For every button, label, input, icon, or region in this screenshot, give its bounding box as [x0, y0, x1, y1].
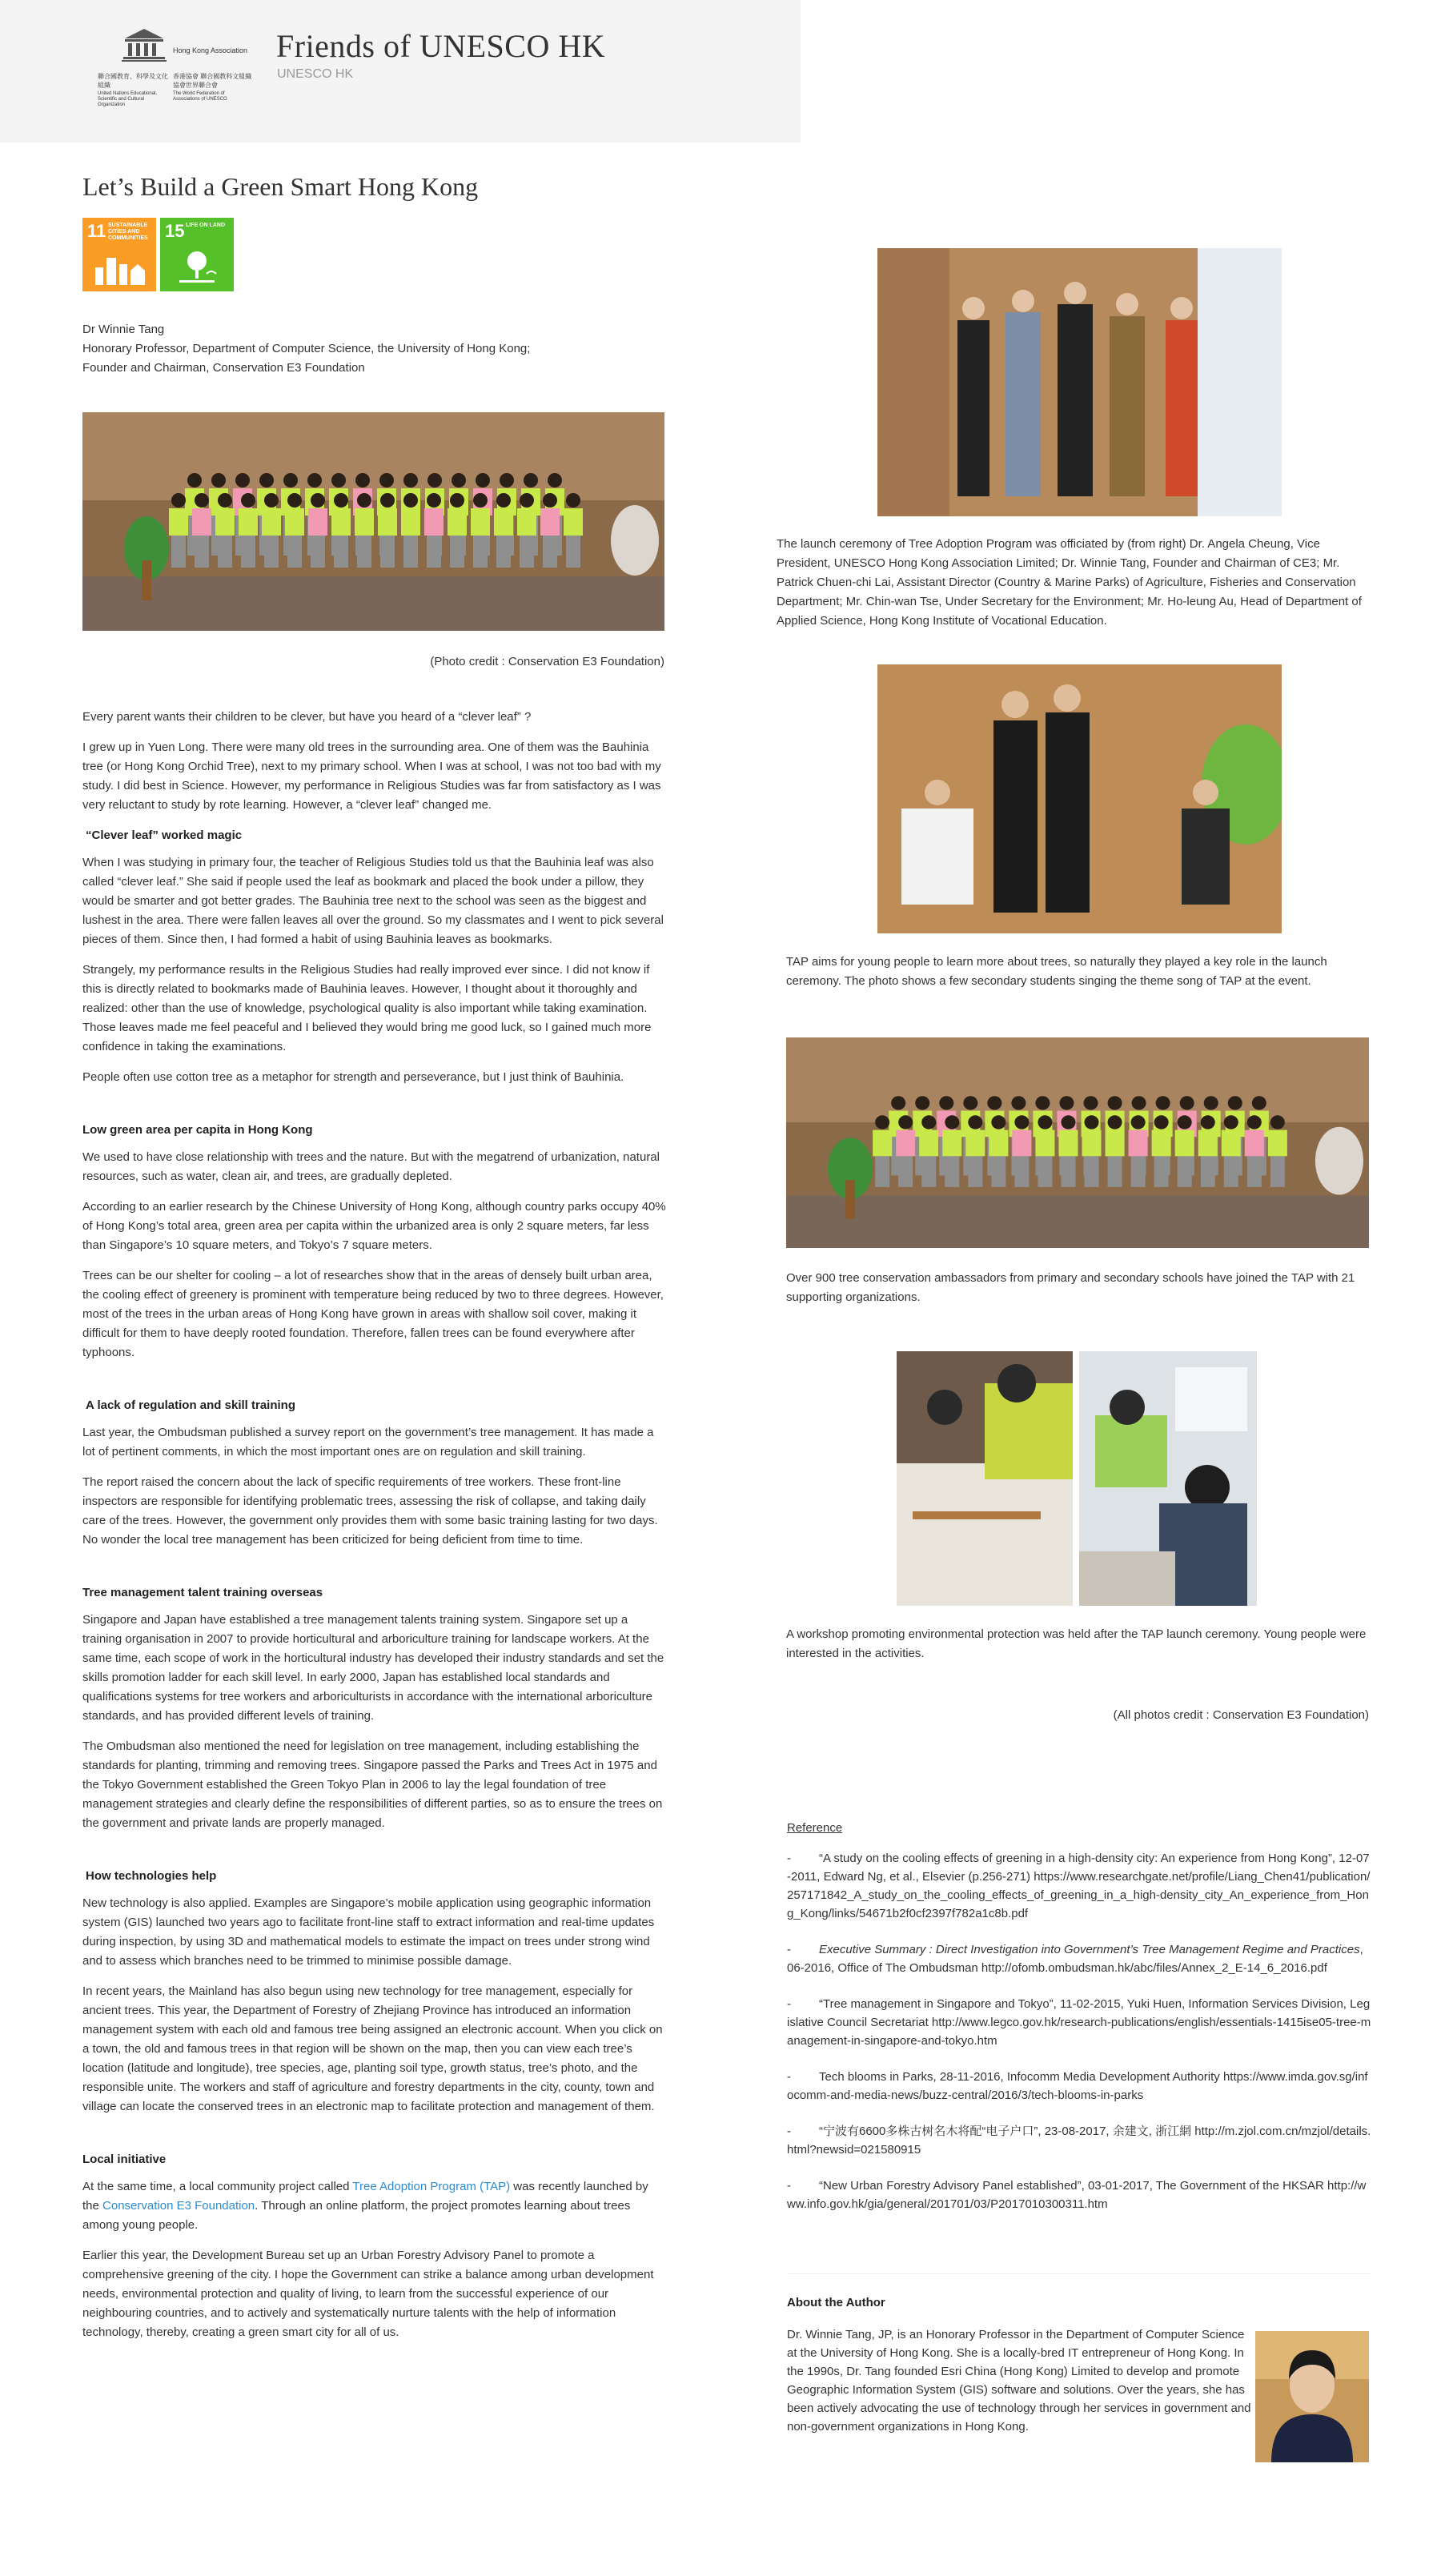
unesco-temple-icon: [122, 27, 167, 62]
caption-workshop: A workshop promoting environmental protection was held after the TAP launch ceremony. Young people were interested in the activities.: [786, 1627, 1367, 1660]
child-head: [357, 493, 371, 508]
child-shirt: [1082, 1130, 1102, 1157]
caption-students-singing: TAP aims for young people to learn more about trees, so naturally they played a key role in the launch ceremony. The photo shows a few secondary students singing the theme song of TAP at the event.: [786, 955, 1327, 988]
child-head: [379, 473, 394, 488]
child-shirt: [355, 508, 374, 536]
child-head: [1084, 1096, 1098, 1109]
child-shirt: [494, 508, 513, 536]
caption-ambassadors: Over 900 tree conservation ambassadors from primary and secondary schools have joined the TAP with 21 supporting organizations.: [786, 1271, 1355, 1304]
child-shirt: [471, 508, 490, 536]
reference-item: [787, 1995, 1371, 2050]
child-legs: [496, 536, 511, 568]
child-head: [1204, 1096, 1218, 1109]
child-head: [496, 493, 511, 508]
child-shirt: [1175, 1130, 1194, 1157]
paragraph: According to an earlier research by the Chinese University of Hong Kong, although country parks occupy 40% of Hong Kong’s total area, green area per capita within the urbanized area is only 2 square meters, far less than Singapore’s 10 square meters, and Tokyo’s 7 square meters.: [82, 1200, 666, 1252]
child-head: [355, 473, 370, 488]
ref-bullet: -: [787, 1852, 791, 1865]
sdg-15-badge: [160, 218, 234, 291]
sdg-11-badge: [82, 218, 156, 291]
child-head: [1224, 1115, 1238, 1129]
child-shirt: [564, 508, 583, 536]
child-legs: [334, 536, 348, 568]
child-head: [241, 493, 255, 508]
child-shirt: [378, 508, 397, 536]
group-photo-image: [82, 412, 664, 631]
child-head: [1154, 1115, 1169, 1129]
students-singing-image: [877, 664, 1282, 933]
sdg-number: 11: [87, 221, 106, 241]
child-head: [403, 473, 418, 488]
child-head: [1132, 1096, 1146, 1109]
section-heading: A lack of regulation and skill training: [86, 1398, 295, 1412]
child-legs: [450, 536, 464, 568]
child-legs: [921, 1156, 936, 1187]
logo-cn: 聯合國教育、科學及文化組織: [98, 73, 168, 89]
child-head: [1180, 1096, 1194, 1109]
child-head: [1252, 1096, 1266, 1109]
child-head: [1228, 1096, 1242, 1109]
child-legs: [357, 536, 371, 568]
child-head: [427, 493, 441, 508]
child-legs: [543, 536, 557, 568]
child-shirt: [942, 1130, 961, 1157]
reference-item: [787, 2177, 1371, 2213]
child-head: [259, 473, 274, 488]
logo-cn2: 香港協會 聯合國教科文組織協會世界聯合會: [173, 73, 252, 89]
caption-launch-ceremony: The launch ceremony of Tree Adoption Program was officiated by (from right) Dr. Angela Cheung, Vice President, UNESCO Hong Kong Association Limited; Dr. Winnie Tang, Founder and Chairman of CE3; Mr. Patrick Chuen-chi Lai, Assistant Director (Country & Marine Parks) of Agriculture, Fisheries and Conservation Department; Mr. Chin-wan Tse, Under Secretary for the Environment; Mr. Ho-leung Au, Head of Department of Applied Science, Hong Kong Institute of Vocational Education.: [777, 537, 1362, 628]
child-head: [264, 493, 279, 508]
child-head: [287, 493, 302, 508]
ref-bullet: -: [787, 2179, 791, 2193]
child-head: [1038, 1115, 1052, 1129]
ref-bullet: -: [787, 1997, 791, 2011]
author-portrait: [1255, 2331, 1369, 2462]
about-author-text: Dr. Winnie Tang, JP, is an Honorary Professor in the Department of Computer Science at the University of Hong Kong. She is a locally-bred IT entrepreneur of Hong Kong. In the 1990s, Dr. Tang founded Esri China (Hong Kong) Limited to develop and promote Geographic Information System (GIS) software and solutions. Over the years, she has been actively advocating the use of technology through her services in government and non-government organizations in Hong Kong.: [787, 2328, 1251, 2434]
intro-question: Every parent wants their children to be clever, but have you heard of a “clever leaf” ?: [82, 710, 532, 724]
child-head: [875, 1115, 889, 1129]
paragraph: When I was studying in primary four, the teacher of Religious Studies told us that the Bauhinia leaf was also called “clever leaf.” She said if people used the leaf as bookmark and placed the book under a pillow, they would be smarter and got better grades. The Bauhinia tree next to the school was seen as the biggest and lushest in the area. There were fallen leaves all over the ground. So my classmates and I went to pick several pieces of them. Since then, I had formed a habit of using Bauhinia leaves as bookmarks.: [82, 856, 664, 946]
child-legs: [287, 536, 302, 568]
tree-adoption-program-link[interactable]: Tree Adoption Program (TAP): [352, 2180, 511, 2193]
site-title[interactable]: Friends of UNESCO HK: [276, 28, 606, 64]
child-shirt: [896, 1130, 915, 1157]
child-head: [211, 473, 226, 488]
child-shirt: [1222, 1130, 1241, 1157]
child-legs: [968, 1156, 982, 1187]
child-shirt: [285, 508, 304, 536]
paragraph: Last year, the Ombudsman published a survey report on the government’s tree management. It has made a lot of pertinent comments, in which the most important ones are on regulation and skill training.: [82, 1426, 654, 1459]
logo-en: United Nations Educational, Scientific and Cultural Organization: [98, 91, 158, 107]
child-head: [520, 493, 534, 508]
ref-text[interactable]: , 06-2016, Office of The Ombudsman http://ofomb.ombudsman.hk/abc/files/Annex_2_E-14_6_2016.pdf: [787, 1943, 1363, 1975]
ref-text[interactable]: “宁波有6600多株古树名木将配“电子户口”, 23-08-2017, 余建文, 浙江網 http://m.zjol.com.cn/mzjol/details.html?newsid=021580915: [787, 2125, 1371, 2157]
child-legs: [1131, 1156, 1146, 1187]
paragraph: Earlier this year, the Development Bureau set up an Urban Forestry Advisory Panel to promote a comprehensive greening of the city. I hope the Government can strike a balance among urban development needs, environmental protection and quality of living, to learn from the successful experience of our neighbouring countries, and to actively and systematically nurture talents with the help of information technology, thereby, creating a green smart city for all of us.: [82, 2249, 654, 2339]
article-title: Let’s Build a Green Smart Hong Kong: [82, 172, 479, 201]
child-head: [945, 1115, 959, 1129]
ref-text[interactable]: Tech blooms in Parks, 28-11-2016, Infocomm Media Development Authority https://www.imda.gov.sg/infocomm-and-media-news/buzz-central/2016/3/tech-blooms-in-parks: [787, 2070, 1368, 2102]
child-shirt: [1152, 1130, 1171, 1157]
section-heading: Tree management talent training overseas: [82, 1586, 323, 1599]
child-legs: [520, 536, 534, 568]
child-head: [891, 1096, 905, 1109]
ref-text[interactable]: “A study on the cooling effects of greening in a high-density city: An experience from Hong Kong”, 12-07-2011, Edward Ng, et al., Elsevier (p.256-271) https://www.researchgate.net/profile/Liang_Chen41/publication/257171842_A_study_on_the_cooling_effects_of_greening_in_a_high-density_city_An_experience_from_Hong_Kong/links/54671b2f0cf2397f782a1c8b.pdf: [787, 1852, 1371, 1920]
photo-ambassadors: [786, 1037, 1369, 1248]
child-legs: [566, 536, 580, 568]
child-legs: [1061, 1156, 1075, 1187]
child-legs: [1201, 1156, 1215, 1187]
child-head: [524, 473, 538, 488]
child-shirt: [192, 508, 211, 536]
conservation-e3-link[interactable]: Conservation E3 Foundation: [102, 2199, 255, 2213]
child-head: [1059, 1096, 1074, 1109]
child-head: [939, 1096, 953, 1109]
paragraph: New technology is also applied. Examples are Singapore’s mobile application using geographic information system (GIS) launched two years ago to facilitate front-line staff to extract information and real-time updates during inspection, by using 3D and mathematical models to estimate the impact on trees under strong wind and to assess which branches need to be trimmed to minimise possible damage.: [82, 1896, 655, 1968]
ref-title-italic: Executive Summary : Direct Investigation into Government’s Tree Management Regime and Practices: [819, 1943, 1360, 1956]
child-shirt: [169, 508, 188, 536]
paragraph: [82, 2177, 667, 2235]
child-legs: [195, 536, 209, 568]
section-heading: “Clever leaf” worked magic: [86, 829, 243, 842]
child-head: [1178, 1115, 1192, 1129]
paragraph: I grew up in Yuen Long. There were many old trees in the surrounding area. One of them was the Bauhinia tree (or Hong Kong Orchid Tree), next to my primary school. When I was at school, I was not too bad with my study. I did best in Science. However, my performance in Religious Studies was far from satisfactory as I was very reluctant to study by rote learning. However, a “clever leaf” changed me.: [82, 740, 661, 812]
child-head: [476, 473, 490, 488]
child-legs: [1178, 1156, 1192, 1187]
reference-heading: Reference: [787, 1821, 843, 1835]
child-shirt: [517, 508, 536, 536]
child-legs: [991, 1156, 1005, 1187]
child-shirt: [1198, 1130, 1218, 1157]
photo-launch-ceremony: [877, 248, 1282, 516]
author-name: Dr Winnie Tang: [82, 323, 165, 336]
child-shirt: [919, 1130, 938, 1157]
child-head: [548, 473, 562, 488]
child-head: [987, 1096, 1001, 1109]
child-shirt: [424, 508, 444, 536]
sdg-label: LIFE ON LAND: [186, 223, 225, 228]
section-heading: Low green area per capita in Hong Kong: [82, 1123, 313, 1137]
sdg-number: 15: [165, 221, 185, 241]
child-shirt: [401, 508, 420, 536]
logo-name: Hong Kong Association: [173, 46, 248, 54]
child-legs: [1154, 1156, 1169, 1187]
child-shirt: [965, 1130, 985, 1157]
paragraph: People often use cotton tree as a metaphor for strength and perseverance, but I just think of Bauhinia.: [82, 1070, 624, 1084]
child-legs: [403, 536, 418, 568]
section-heading: How technologies help: [86, 1869, 217, 1883]
child-head: [921, 1115, 936, 1129]
ref-text[interactable]: “New Urban Forestry Advisory Panel established”, 03-01-2017, The Government of the HKSAR http://www.info.gov.hk/gia/general/201701/03/P2017010300311.htm: [787, 2179, 1367, 2211]
child-legs: [427, 536, 441, 568]
about-author-heading: About the Author: [787, 2296, 885, 2309]
child-head: [235, 473, 250, 488]
child-legs: [241, 536, 255, 568]
child-head: [427, 473, 442, 488]
child-head: [898, 1115, 913, 1129]
site-subtitle: UNESCO HK: [277, 67, 354, 81]
reference-item: [787, 2068, 1371, 2105]
child-legs: [1014, 1156, 1029, 1187]
child-head: [1201, 1115, 1215, 1129]
photo-workshop-2: [1079, 1351, 1257, 1606]
paragraph: We used to have close relationship with trees and the nature. But with the megatrend of urbanization, natural resources, such as water, clean air, and trees, are gradually depleted.: [82, 1150, 660, 1183]
child-shirt: [1012, 1130, 1031, 1157]
child-shirt: [239, 508, 258, 536]
child-shirt: [308, 508, 327, 536]
child-legs: [1038, 1156, 1052, 1187]
child-legs: [1224, 1156, 1238, 1187]
child-head: [473, 493, 488, 508]
child-head: [450, 493, 464, 508]
workshop-image-2: [1079, 1351, 1257, 1606]
child-shirt: [1268, 1130, 1287, 1157]
child-head: [331, 473, 346, 488]
child-head: [963, 1096, 977, 1109]
child-shirt: [1106, 1130, 1125, 1157]
child-shirt: [1129, 1130, 1148, 1157]
child-head: [1108, 1096, 1122, 1109]
child-head: [1131, 1115, 1146, 1129]
author-role: Founder and Chairman, Conservation E3 Foundation: [82, 361, 365, 375]
child-head: [311, 493, 325, 508]
child-legs: [1108, 1156, 1122, 1187]
child-legs: [264, 536, 279, 568]
text-run: At the same time, a local community project called: [82, 2180, 353, 2193]
paragraph: The report raised the concern about the lack of specific requirements of tree workers. These front-line inspectors are responsible for identifying problematic trees, assessing the risk of collapse, and taking daily care of the trees. However, the government only provides them with some basic training lasting for two days. No wonder the local tree management has been criticized for being deficient from time to time.: [82, 1475, 658, 1547]
child-head: [1014, 1115, 1029, 1129]
photo-credit: (Photo credit : Conservation E3 Foundation): [430, 655, 664, 668]
article-body: [82, 708, 667, 2353]
child-legs: [218, 536, 232, 568]
paragraph: In recent years, the Mainland has also begun using new technology for tree management, especially for ancient trees. This year, the Department of Forestry of Zhejiang Province has introduced an information management system with each old and famous tree being assigned an electronic account. When you click on a town, the old and famous trees in that region will be shown on the map, then you can view each tree’s location (latitude and longitude), tree species, age, planting soil type, growth status, tree’s photo, and the responsible unite. The workers and staff of agriculture and forestry departments in the city, county, town and village can locate the conserved trees in an electronic map to facilitate protection and management of them.: [82, 1984, 663, 2113]
child-head: [195, 493, 209, 508]
child-legs: [945, 1156, 959, 1187]
paragraph: Strangely, my performance results in the Religious Studies had really improved ever since. I did not know if this is directly related to bookmarks made of Bauhinia leaves. However, I thought about it thoroughly and realized: other than the use of knowledge, psychological quality is also important while taking examination. Those leaves made me feel peaceful and I believed they would bring me good luck, so I gained much more confidence in taking the examinations.: [82, 963, 652, 1053]
child-legs: [473, 536, 488, 568]
author-portrait-image: [1255, 2331, 1369, 2462]
reference-item: [787, 1849, 1371, 1923]
child-head: [283, 473, 298, 488]
child-shirt: [448, 508, 467, 536]
child-legs: [1270, 1156, 1285, 1187]
child-legs: [171, 536, 186, 568]
unesco-logo[interactable]: [98, 22, 254, 117]
child-head: [1085, 1115, 1099, 1129]
child-shirt: [1245, 1130, 1264, 1157]
divider: [787, 2273, 1371, 2274]
photo-students-singing: [877, 664, 1282, 933]
child-head: [1011, 1096, 1026, 1109]
photo-ambassadors-group: [82, 412, 664, 631]
child-head: [307, 473, 322, 488]
child-head: [915, 1096, 929, 1109]
child-head: [991, 1115, 1005, 1129]
child-head: [380, 493, 395, 508]
reference-item: [787, 1940, 1371, 1977]
child-head: [1035, 1096, 1050, 1109]
all-photos-credit: (All photos credit : Conservation E3 Foundation): [1113, 1708, 1369, 1722]
author-block: [82, 320, 643, 378]
ref-bullet: -: [787, 2125, 791, 2138]
child-shirt: [989, 1130, 1008, 1157]
child-head: [187, 473, 202, 488]
photo-workshop-1: [897, 1351, 1073, 1606]
text-run: was recently launched by the: [82, 2180, 648, 2213]
reference-item: [787, 2122, 1371, 2159]
ambassadors-image: [786, 1037, 1369, 1248]
child-head: [1156, 1096, 1170, 1109]
child-head: [968, 1115, 982, 1129]
ref-bullet: -: [787, 2070, 791, 2084]
child-legs: [311, 536, 325, 568]
child-head: [1061, 1115, 1075, 1129]
child-legs: [380, 536, 395, 568]
child-legs: [898, 1156, 913, 1187]
child-legs: [1247, 1156, 1262, 1187]
child-shirt: [873, 1130, 892, 1157]
logo-en2: The World Federation of Associations of UNESCO: [173, 91, 227, 102]
tree-icon: [175, 250, 219, 285]
child-shirt: [215, 508, 235, 536]
child-head: [171, 493, 186, 508]
child-shirt: [262, 508, 281, 536]
child-head: [452, 473, 466, 488]
child-legs: [1085, 1156, 1099, 1187]
child-legs: [875, 1156, 889, 1187]
reference-list: [787, 1849, 1371, 2231]
child-shirt: [1035, 1130, 1054, 1157]
paragraph: Trees can be our shelter for cooling – a lot of researches show that in the areas of densely built urban area, the cooling effect of greenery is prominent with temperature being reduced by two to three degrees. However, most of the trees in the urban areas of Hong Kong have grown in areas with shallow soil cover, making it difficult for them to have deeply rooted foundation. Therefore, fallen trees can be found everywhere after typhoons.: [82, 1269, 664, 1359]
header-banner: [0, 0, 801, 142]
child-head: [1108, 1115, 1122, 1129]
sdg-label: SUSTAINABLE CITIES AND COMMUNITIES: [108, 223, 148, 241]
ref-text[interactable]: “Tree management in Singapore and Tokyo”, 11-02-2015, Yuki Huen, Information Services Division, Legislative Council Secretariat http://www.legco.gov.hk/research-publications/english/essentials-1415ise05-tree-management-in-singapore-and-tokyo.htm: [787, 1997, 1371, 2048]
child-head: [566, 493, 580, 508]
workshop-image-1: [897, 1351, 1073, 1606]
author-role: Honorary Professor, Department of Computer Science, the University of Hong Kong;: [82, 342, 531, 355]
child-head: [403, 493, 418, 508]
ref-bullet: -: [787, 1943, 791, 1956]
child-head: [218, 493, 232, 508]
text-run: . Through an online platform, the project promotes learning about trees among young people.: [82, 2199, 631, 2232]
child-head: [1270, 1115, 1285, 1129]
child-shirt: [331, 508, 351, 536]
child-head: [500, 473, 514, 488]
child-head: [334, 493, 348, 508]
child-shirt: [1058, 1130, 1078, 1157]
section-heading: Local initiative: [82, 2153, 167, 2166]
child-shirt: [540, 508, 560, 536]
city-icon: [94, 253, 145, 285]
child-head: [543, 493, 557, 508]
paragraph: The Ombudsman also mentioned the need for legislation on tree management, including establishing the standards for planting, trimming and removing trees. Singapore passed the Parks and Trees Act in 1975 and the Tokyo Government established the Green Tokyo Plan in 2006 to lay the legal foundation of tree management strategies and clearly define the responsibilities of different parties, so as to ensure the trees on the government and private lands are properly managed.: [82, 1739, 663, 1830]
launch-ceremony-image: [877, 248, 1282, 516]
paragraph: Singapore and Japan have established a tree management talents training system. Singapore set up a training organisation in 2007 to provide horticultural and arboriculture training for landscape workers. At the same time, each scope of work in the horticultural industry has developed their industry standards and set the skills promotion ladder for each skill level. In early 2000, Japan has established local standards and qualifications systems for tree workers and arboriculturists in accordance with the international arboriculture standards, and has provided different levels of training.: [82, 1613, 664, 1723]
child-head: [1247, 1115, 1262, 1129]
